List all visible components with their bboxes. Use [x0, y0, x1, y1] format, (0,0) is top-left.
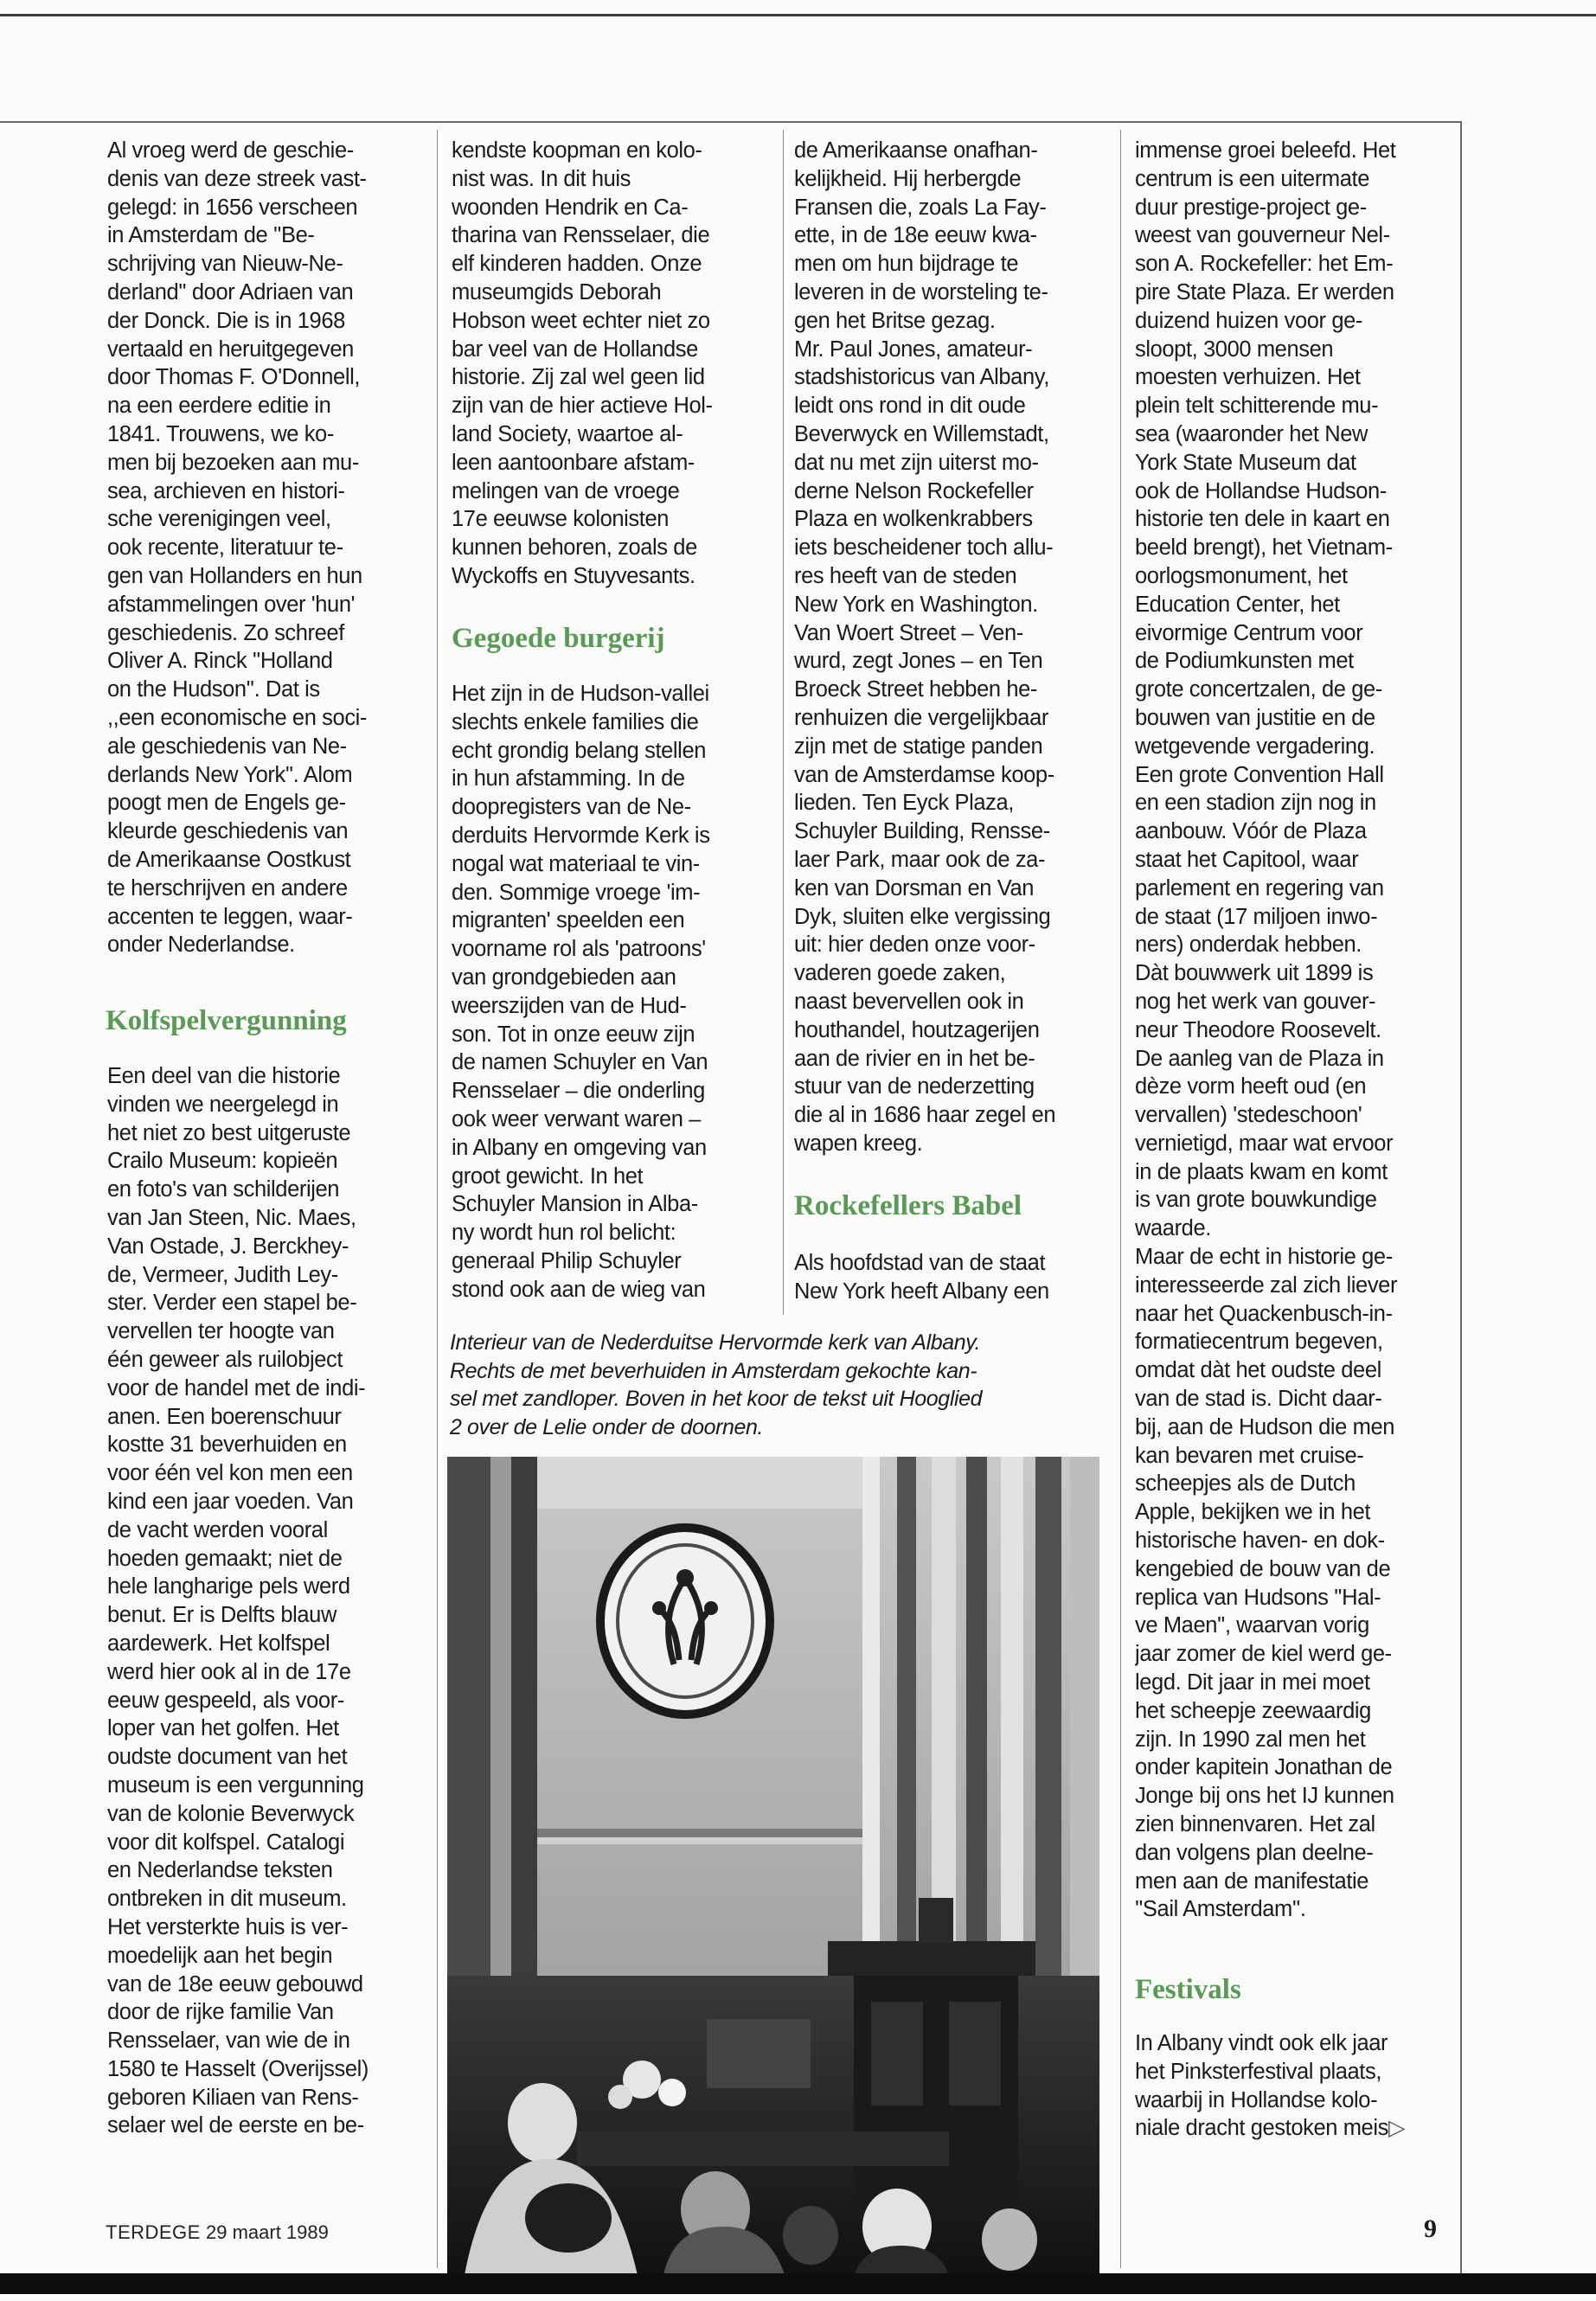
bottom-rule	[0, 2273, 1596, 2294]
church-interior-photo	[447, 1457, 1099, 2275]
column-1-paragraph-2: Een deel van die historie vinden we neergelegd in het niet zo best uitgeruste Crailo Museum: kopieën en foto's van schilderijen van Jan Steen, Nic. Maes, Van Ostade, J. Berckhey- de, Vermeer, Judith Ley- ster. Verder een stapel be- vervellen ter hoogte van één geweer als ruilobject voor de handel met de indi- anen. Een boerenschuur kostte 31 beverhuiden en voor één vel kon men een kind een jaar voeden. Van de vacht werden vooral hoeden gemaakt; niet de hele langharige pels werd benut. Er is Delfts blauw aardewerk. Het kolfspel werd hier ook al in de 17e eeuw gespeeld, als voor- loper van het golfen. Het oudste document van het museum is een vergunning van de kolonie Beverwyck voor dit kolfspel. Catalogi en Nederlandse teksten ontbreken in dit museum. Het versterkte huis is ver- moedelijk aan het begin van de 18e eeuw gebouwd door de rijke familie Van Rensselaer, van wie de in 1580 te Hasselt (Overijssel) geboren Kiliaen van Rens- selaer wel de eerste en be-	[107, 1064, 369, 2138]
continue-arrow-icon: ▷	[1388, 2116, 1406, 2141]
column-2-paragraph-1: kendste koopman en kolo- nist was. In dit huis woonden Hendrik en Ca- tharina van Rensselaer, die elf kinderen hadden. Onze museumgids Deborah Hobson weet echter niet zo bar veel van de Hollandse historie. Zij zal wel geen lid zijn van de hier actieve Hol- land Society, waartoe al- leen aantoonbare afstam- melingen van de vroege 17e eeuwse kolonisten kunnen behoren, zoals de Wyckoffs en Stuyvesants.	[452, 138, 713, 588]
column-rule	[437, 130, 438, 2268]
heading-rockefellers-babel: Rockefellers Babel	[794, 1190, 1022, 1221]
column-2-paragraph-2: Het zijn in de Hudson-vallei slechts enkele families die echt grondig belang stellen in hun afstamming. In de doopregisters van de Ne- derduits Hervormde Kerk is nogal wat materiaal te vin- den. Sommige vroege 'im- migranten' speelden een voorname rol als 'patroons' van grondgebieden aan weerszijden van de Hud- son. Tot in onze eeuw zijn de namen Schuyler en Van Rensselaer – die onderling ook weer verwant waren – in Albany en omgeving van groot gewicht. In het Schuyler Mansion in Alba- ny wordt hun rol belicht: generaal Philip Schuyler stond ook aan de wieg van	[452, 682, 710, 1302]
column-3-paragraph-1: de Amerikaanse onafhan- kelijkheid. Hij herbergde Fransen die, zoals La Fay- ette, in de 18e eeuw kwa- men om hun bijdrage te leveren in de worsteling te- gen het Britse gezag. Mr. Paul Jones, amateur- stadshistoricus van Albany, leidt ons rond in dit oude Beverwyck en Willemstadt, dat nu met zijn uiterst mo- derne Nelson Rockefeller Plaza en wolkenkrabbers iets bescheidener toch allu- res heeft van de steden New York en Washington. Van Woert Street – Ven- wurd, zegt Jones – en Ten Broeck Street hebben he- renhuizen die vergelijkbaar zijn met de statige panden van de Amsterdamse koop- lieden. Ten Eyck Plaza, Schuyler Building, Rensse- laer Park, maar ook de za- ken van Dorsman en Van Dyk, sluiten elke vergissing uit: hier deden onze voor- vaderen goede zaken, naast bevervellen ook in houthandel, houtzagerijen aan de rivier en in het be- stuur van de nederzetting die al in 1686 haar zegel en wapen kreeg.	[794, 138, 1056, 1156]
footer-publication-info	[106, 2221, 329, 2244]
top-rule	[0, 14, 1596, 16]
column-1-paragraph-1: Al vroeg werd de geschie- denis van deze streek vast- gelegd: in 1656 verscheen in Amsterdam de ''Be- schrijving van Nieuw-Ne- derland'' door Adriaen van der Donck. Die is in 1968 vertaald en heruitgegeven door Thomas F. O'Donnell, na een eerdere editie in 1841. Trouwens, we ko- men bij bezoeken aan mu- sea, archieven en histori- sche verenigingen veel, ook recente, literatuur te- gen van Hollanders en hun afstammelingen over 'hun' geschiedenis. Zo schreef Oliver A. Rinck ''Holland on the Hudson''. Dat is ,,een economische en soci- ale geschiedenis van Ne- derlands New York''. Alom poogt men de Engels ge- kleurde geschiedenis van de Amerikaanse Oostkust te herschrijven en andere accenten te leggen, waar- onder Nederlandse.	[107, 138, 368, 958]
column-rule	[783, 130, 784, 1315]
photo-caption: Interieur van de Nederduitse Hervormde kerk van Albany. Rechts de met beverhuiden in Amsterdam gekochte kan- sel met zandloper. Boven in het koor de tekst uit Hooglied 2 over de Lelie onder de doornen.	[450, 1330, 983, 1439]
heading-gegoede-burgerij: Gegoede burgerij	[452, 623, 665, 654]
column-4-paragraph-2-text: In Albany vindt ook elk jaar het Pinksterfestival plaats, waarbij in Hollandse kolo- niale dracht gestoken meis	[1135, 2031, 1388, 2141]
heading-festivals: Festivals	[1135, 1974, 1241, 2005]
page-number: 9	[1424, 2214, 1437, 2243]
frame-top-rule	[0, 121, 1462, 123]
heading-kolfspelvergunning: Kolfspelvergunning	[106, 1005, 347, 1036]
frame-right-rule	[1460, 121, 1462, 2275]
footer-date: 29 maart 1989	[205, 2221, 329, 2243]
column-3-paragraph-2: Als hoofdstad van de staat New York heeft Albany een	[794, 1251, 1049, 1304]
column-rule	[1120, 130, 1121, 2268]
footer-publication: TERDEGE	[106, 2221, 201, 2243]
column-4-paragraph-1: immense groei beleefd. Het centrum is een uitermate duur prestige-project ge- weest van gouverneur Nel- son A. Rockefeller: het Em- pire State Plaza. Er werden duizend huizen voor ge- sloopt, 3000 mensen moesten verhuizen. Het plein telt schitterende mu- sea (waaronder het New York State Museum dat ook de Hollandse Hudson- historie ten dele in kaart en beeld brengt), het Vietnam- oorlogsmonument, het Education Center, het eivormige Centrum voor de Podiumkunsten met grote concertzalen, de ge- bouwen van justitie en de wetgevende vergadering. Een grote Convention Hall en een stadion zijn nog in aanbouw. Vóór de Plaza staat het Capitool, waar parlement en regering van de staat (17 miljoen inwo- ners) onderdak hebben. Dàt bouwwerk uit 1899 is nog het werk van gouver- neur Theodore Roosevelt. De aanleg van de Plaza in dèze vorm heeft oud (en vervallen) 'stedeschoon' vernietigd, maar wat ervoor in de plaats kwam en komt is van grote bouwkundige waarde. Maar de echt in historie ge- interesseerde zal zich liever naar het Quackenbusch-in- formatiecentrum begeven, omdat dàt het oudste deel van de stad is. Dicht daar- bij, aan de Hudson die men kan bevaren met cruise- scheepjes als de Dutch Apple, bekijken we in het historische haven- en dok- kengebied de bouw van de replica van Hudsons ''Hal- ve Maen'', waarvan vorig jaar zomer de kiel werd ge- legd. Dit jaar in mei moet het scheepje zeewaardig zijn. In 1990 zal men het onder kapitein Jonathan de Jonge bij ons het IJ kunnen zien binnenvaren. Het zal dan volgens plan deelne- men aan de manifestatie ''Sail Amsterdam''.	[1135, 138, 1398, 1922]
column-4-paragraph-2	[1135, 2029, 1460, 2143]
